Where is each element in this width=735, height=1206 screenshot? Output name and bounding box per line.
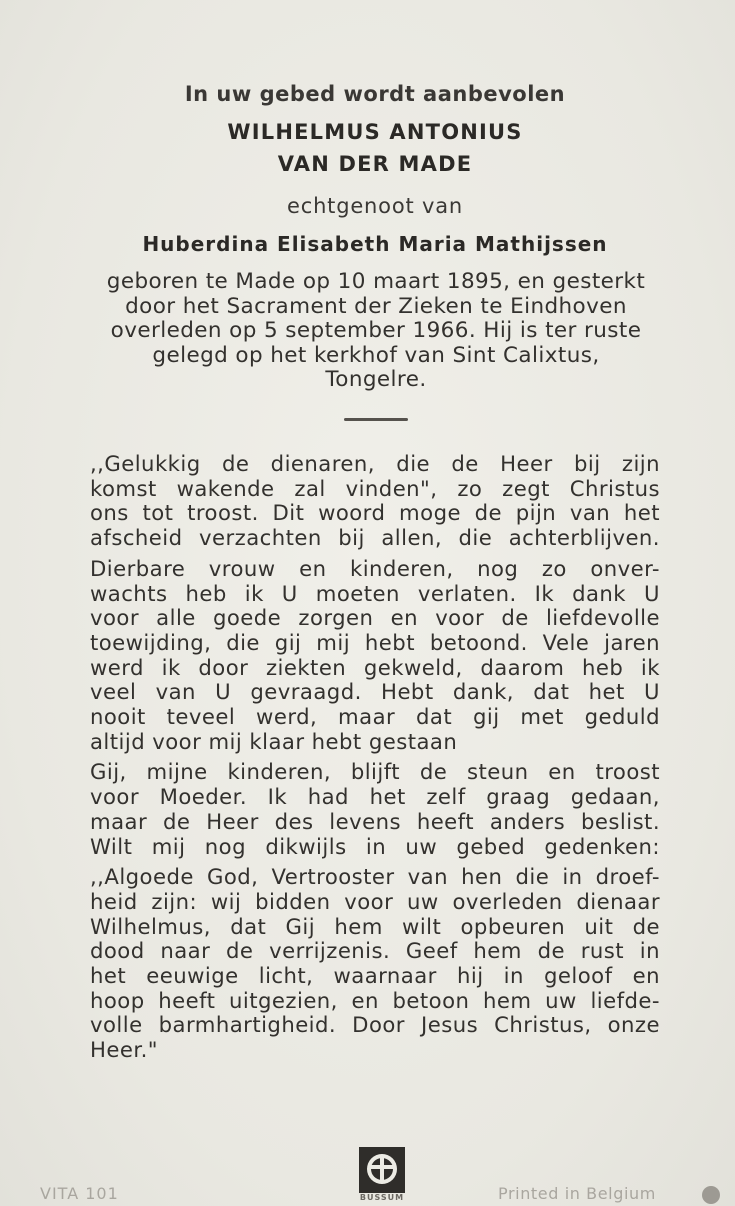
text-line: Dierbare vrouw en kinderen, nog zo onver- xyxy=(90,555,660,581)
text-line: komst wakende zal vinden", zo zegt Christus xyxy=(90,475,660,501)
text-line: ,,Algoede God, Vertrooster van hen die in droef- xyxy=(90,864,660,890)
paragraph-prayer xyxy=(90,865,660,1063)
bio-line: geboren te Made op 10 maart 1895, en gesterkt xyxy=(106,269,646,294)
text-line: voor alle goede zorgen en voor de liefdevolle xyxy=(90,605,660,631)
paragraph-farewell xyxy=(90,557,660,755)
divider xyxy=(344,418,408,421)
bio-line: gelegd op het kerkhof van Sint Calixtus, xyxy=(152,342,600,368)
text-line: ons tot troost. Dit woord moge de pijn van het xyxy=(90,500,660,526)
text-line: Wilhelmus, dat Gij hem wilt opbeuren uit de xyxy=(90,913,660,939)
text-line: ,,Gelukkig de dienaren, die de Heer bij zijn xyxy=(90,451,660,476)
text-line: veel van U gevraagd. Hebt dank, dat het U xyxy=(90,679,660,705)
intro-text: In uw gebed wordt aanbevolen xyxy=(184,82,566,106)
printed-in: Printed in Belgium xyxy=(498,1184,656,1203)
spouse-name: Huberdina Elisabeth Maria Mathijssen xyxy=(142,232,608,256)
text-line: toewijding, die gij mij hebt betoond. Vele jaren xyxy=(90,629,660,655)
publisher-name: BUSSUM xyxy=(359,1193,405,1202)
text-line: afscheid verzachten bij allen, die achterblijven. xyxy=(90,525,660,551)
text-line: wachts heb ik U moeten verlaten. Ik dank U xyxy=(90,580,660,606)
bio-line: Tongelre. xyxy=(325,367,427,392)
spouse-label: echtgenoot van xyxy=(287,194,463,218)
text-line: Gij, mijne kinderen, blijft de steun en troost xyxy=(90,759,660,785)
text-line: hoop heeft uitgezien, en betoon hem uw liefde- xyxy=(90,987,660,1013)
paragraph-scripture xyxy=(90,452,660,551)
text-line: Wilt mij nog dikwijls in uw gebed gedenken: xyxy=(90,833,660,859)
corner-mark xyxy=(702,1186,720,1204)
deceased-name-line1: WILHELMUS ANTONIUS xyxy=(227,120,523,144)
text-line: volle barmhartigheid. Door Jesus Christus, onze xyxy=(90,1012,660,1038)
bio-line: door het Sacrament der Zieken te Eindhoven xyxy=(125,293,627,319)
text-line: maar de Heer des levens heeft anders beslist. xyxy=(90,808,660,834)
text-line: dood naar de verrijzenis. Geef hem de rust in xyxy=(90,938,660,964)
text-line: nooit teveel werd, maar dat gij met geduld xyxy=(90,704,660,730)
text-line: voor Moeder. Ik had het zelf graag gedaan, xyxy=(90,784,660,810)
text-body xyxy=(90,452,660,1069)
text-line: het eeuwige licht, waarnaar hij in geloof en xyxy=(90,963,660,989)
text-line: Heer." xyxy=(90,1037,158,1063)
biography xyxy=(92,270,660,393)
text-line: heid zijn: wij bidden voor uw overleden dienaar xyxy=(90,888,660,914)
series-number: VITA 101 xyxy=(40,1184,119,1203)
text-line: werd ik door ziekten gekweld, daarom heb ik xyxy=(90,654,660,680)
paragraph-children xyxy=(90,760,660,859)
text-line: altijd voor mij klaar hebt gestaan xyxy=(90,728,458,754)
bio-line: overleden op 5 september 1966. Hij is ter ruste xyxy=(110,318,642,343)
deceased-name-line2: VAN DER MADE xyxy=(277,152,473,176)
